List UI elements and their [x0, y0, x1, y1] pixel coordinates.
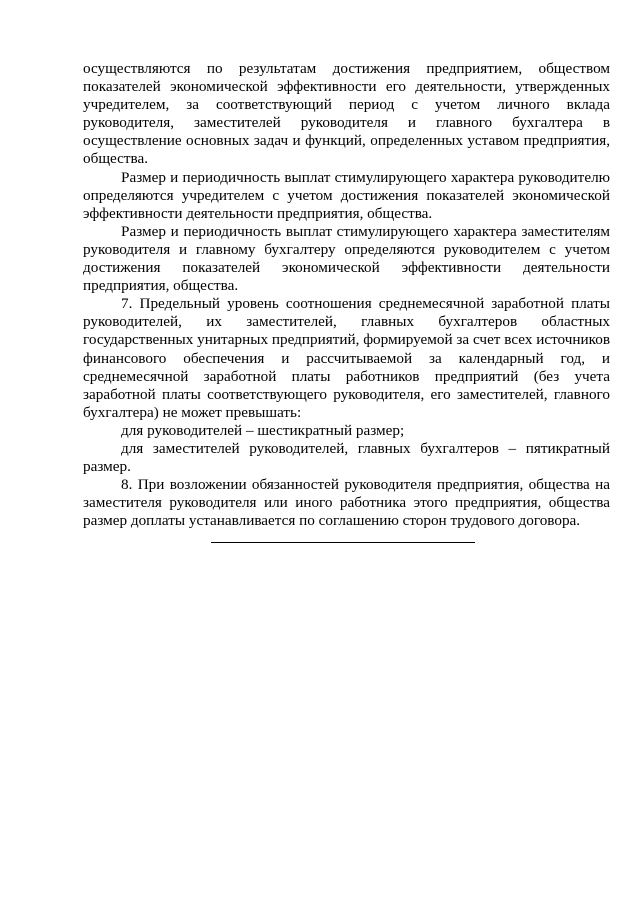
- paragraph-item-7: 7. Предельный уровень соотношения среднемесячной заработной платы руководителей, их заместителей, главных бухгалтеров областных государственных унитарных предприятий, формируемой за счет всех источников финансового обеспечения и рассчитываемой за календарный год, и среднемесячной заработной платы работников предприятий (без учета заработной платы соответствующего руководителя, его заместителей, главного бухгалтера) не может превышать:: [83, 295, 610, 421]
- paragraph-deputies-bonus: Размер и периодичность выплат стимулирующего характера заместителям руководителя и главному бухгалтеру определяются руководителем с учетом достижения показателей экономической эффективности деятельности предприятия, общества.: [83, 222, 610, 295]
- paragraph-limit-deputies: для заместителей руководителей, главных бухгалтеров – пятикратный размер.: [83, 439, 610, 476]
- end-of-document-rule: [211, 542, 475, 543]
- paragraph-director-bonus: Размер и периодичность выплат стимулирующего характера руководителю определяются учредителем с учетом достижения показателей экономической эффективности деятельности предприятия, общества.: [83, 168, 610, 222]
- paragraph-item-8: 8. При возложении обязанностей руководителя предприятия, общества на заместителя руководителя или иного работника этого предприятия, общества размер доплаты устанавливается по соглашению сторон трудового договора.: [83, 476, 610, 530]
- document-body: [83, 60, 610, 530]
- paragraph-limit-directors: для руководителей – шестикратный размер;: [121, 421, 405, 439]
- paragraph-continuation: осуществляются по результатам достижения предприятием, обществом показателей экономической эффективности его деятельности, утвержденных учредителем, за соответствующий период с учетом личного вклада руководителя, заместителей руководителя и главного бухгалтера в осуществление основных задач и функций, определенных уставом предприятия, общества.: [83, 60, 610, 168]
